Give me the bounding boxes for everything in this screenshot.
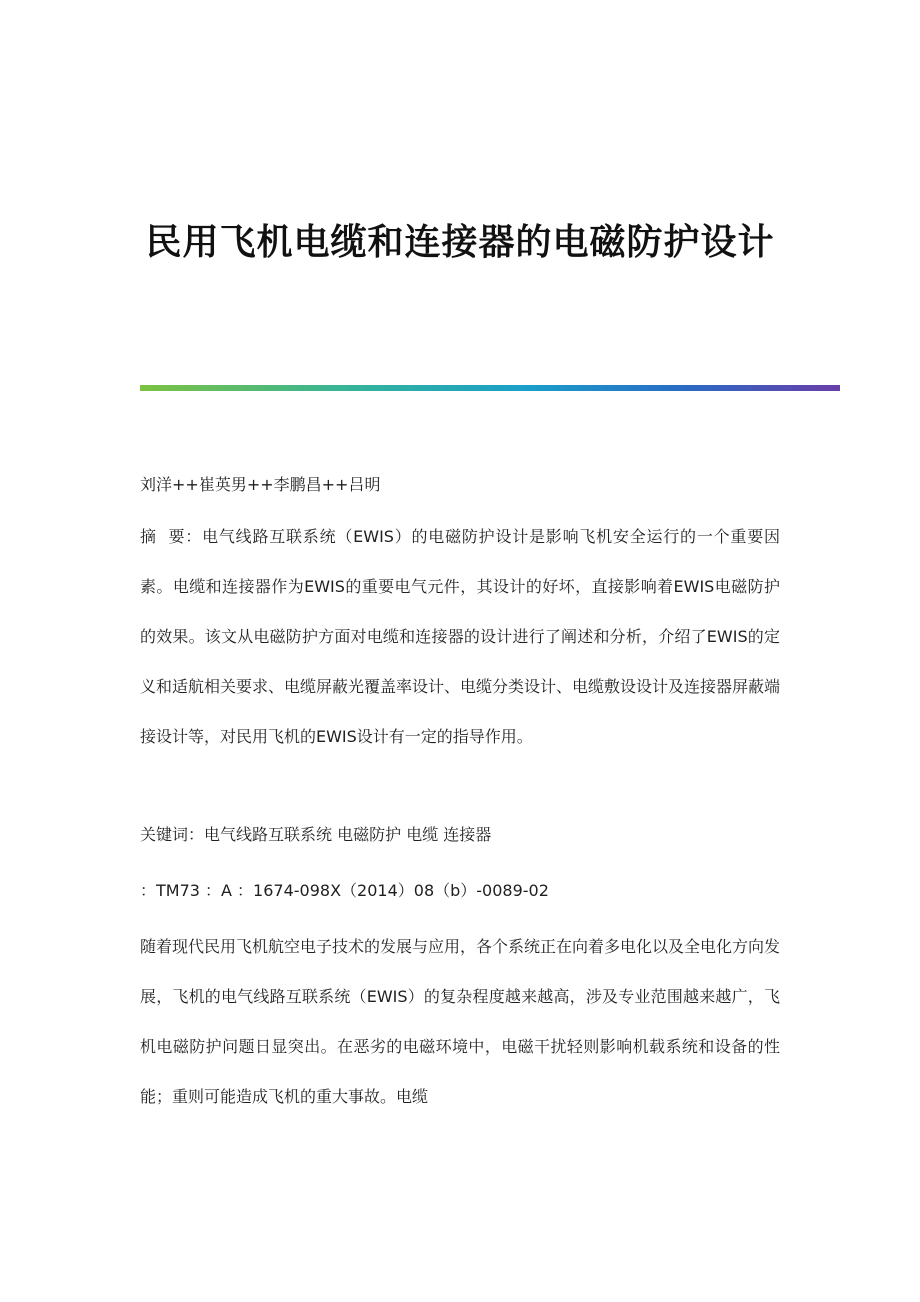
classification-line: ：TM73 ：A ：1674-098X（2014）08（b）-0089-02 — [140, 881, 549, 900]
keywords-text: 电气线路互联系统 电磁防护 电缆 连接器 — [204, 825, 492, 844]
abstract-label: 摘 要： — [140, 527, 203, 546]
keywords-label: 关键词： — [140, 825, 205, 844]
paper-title: 民用飞机电缆和连接器的电磁防护设计 — [145, 221, 775, 264]
intro-paragraph: 随着现代民用飞机航空电子技术的发展与应用，各个系统正在向着多电化以及全电化方向发展，飞机的电气线路互联系统（EWIS）的复杂程度越来越高，涉及专业范围越来越广，飞机电磁防护问题日显突出。在恶劣的电磁环境中，电磁干扰轻则影响机载系统和设备的性能；重则可能造成飞机的重大事故。电缆 — [140, 937, 781, 1106]
author-list: 刘洋++崔英男++李鹏昌++吕明 — [140, 475, 381, 494]
keywords-line — [140, 810, 780, 860]
gradient-divider — [140, 385, 840, 391]
abstract-paragraph — [140, 512, 780, 762]
abstract-text: 电气线路互联系统（EWIS）的电磁防护设计是影响飞机安全运行的一个重要因素。电缆和连接器作为EWIS的重要电气元件，其设计的好坏，直接影响着EWIS电磁防护的效果。该文从电磁防护方面对电缆和连接器的设计进行了阐述和分析，介绍了EWIS的定义和适航相关要求、电缆屏蔽光覆盖率设计、电缆分类设计、电缆敷设设计及连接器屏蔽端接设计等，对民用飞机的EWIS设计有一定的指导作用。 — [140, 527, 781, 746]
